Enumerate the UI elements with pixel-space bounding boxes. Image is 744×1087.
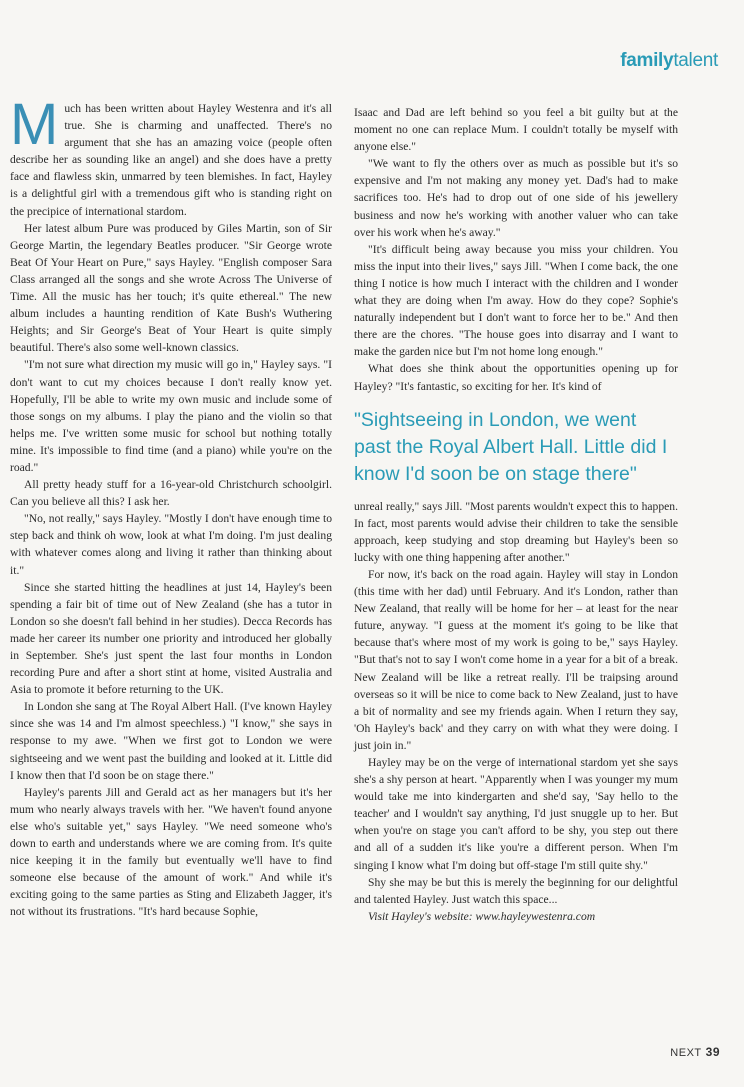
article-paragraph: "We want to fly the others over as much as possible but it's so expensive and I'm not making any money yet. Dad's had to make sacrifices too. He's had to drop out of one side of his jewellery business and now he's working with another valuer who can take over his work when he's away." [354,157,678,239]
page-footer [670,1045,720,1059]
article-paragraph: For now, it's back on the road again. Hayley will stay in London (this time with her dad) until February. And it's London, rather than New Zealand, that really will be home for her – at least for the near future, anyway. "I guess at the moment it's going to be like that because that's where most of my work is going to be," says Hayley. "But that's not to say I won't come home in a year for a bit of a break. New Zealand will be like a retreat really. I'll be traipsing around overseas so it will be nice to come back to New Zealand, just to have a bit of normality and see my friends again. When I return they say, 'Oh Hayley's back' and they carry on with what they were doing. I just join in." [354,567,678,752]
article-paragraph: unreal really," says Jill. "Most parents wouldn't expect this to happen. In fact, most parents would advise their children to take the sensible approach, keep studying and stop dreaming but Hayley's been so lucky with one thing happening after another." [354,499,678,564]
drop-cap: M [10,92,59,157]
section-tag [620,50,718,72]
article-column-right [354,104,678,925]
footer-label: NEXT [670,1047,702,1059]
article-column-left [10,92,332,921]
article-paragraph: Shy she may be but this is merely the beginning for our delightful and talented Hayley. Just watch this space... [354,875,678,906]
page-number: 39 [705,1045,720,1059]
article-paragraph: Much has been written about Hayley Westenra and it's all true. She is charming and unaffected. There's no argument that she has an amazing voice (people often describe her as sounding like an angel) and she does have a pretty face and flawless skin, unmarred by teen blemishes. In fact, Hayley is a delightful girl with a tremendous gift who is standing right on the precipice of international stardom. [10,92,332,218]
article-paragraph: "It's difficult being away because you miss your children. You miss the input into their lives," says Jill. "When I come back, the one thing I notice is how much I interact with the children and I wonder what they are doing when I'm away. How do they cope? Sophie's naturally independent but I don't want to force her to be." And then there are the chores. "The house goes into disarray and I want to make the garden nice but I'm not home long enough." [354,242,678,359]
article-paragraph: Hayley may be on the verge of international stardom yet she says she's a shy person at heart. "Apparently when I was younger my mum would take me into kindergarten and she'd say, 'Say hello to the teacher' and I wouldn't say anything, I'd just snuggle up to her. But when you're on stage you can't afford to be shy, you step out there and all of a sudden it's like you're a different person. When I'm singing I know what I'm doing but off-stage I'm still quite shy." [354,756,678,872]
article-paragraph: All pretty heady stuff for a 16-year-old Christchurch schoolgirl. Can you believe all this? I ask her. [10,478,332,509]
section-tag-part1: family [620,50,674,71]
article-paragraph: "No, not really," says Hayley. "Mostly I don't have enough time to step back and think oh wow, look at what I'm doing. I'm just dealing with whatever comes along and living it rather than thinking about it." [10,512,332,577]
article-paragraph: Isaac and Dad are left behind so you feel a bit guilty but at the moment no one can replace Mum. I couldn't totally be myself with anyone else." [354,106,678,154]
article-paragraph: Since she started hitting the headlines at just 14, Hayley's been spending a fair bit of time out of New Zealand (she has a tutor in London so she doesn't fall behind in her studies). Decca Records has made her career its number one priority and introduced her globally in September. She's just spent the last four months in London recording Pure and after a short stint at home, visited Australia and Asia to promote it before returning to the UK. [10,580,332,697]
pull-quote: "Sightseeing in London, we went past the Royal Albert Hall. Little did I know I'd soon be on stage there" [354,408,668,485]
website-note: Visit Hayley's website: www.hayleywestenra.com [368,909,596,923]
article-paragraph: Her latest album Pure was produced by Giles Martin, son of Sir George Martin, the legendary Beatles producer. "Sir George wrote Beat Of Your Heart on Pure," says Hayley. "English composer Sara Class arranged all the songs and she wrote Across The Universe of Time. All the music has her touch; it's quite ethereal." The new album includes a haunting rendition of Kate Bush's Wuthering Heights; and Sir George's Beat of Your Heart is quite simply beautiful. There's also some well-known classics. [10,221,332,355]
article-paragraph: In London she sang at The Royal Albert Hall. (I've known Hayley since she was 14 and I'm almost speechless.) "I know," she says in response to my awe. "When we first got to London we were sightseeing and we went past the building and looked at it. Little did I know then that I'd soon be on stage there." [10,700,332,782]
article-paragraph: "I'm not sure what direction my music will go in," Hayley says. "I don't want to cut my choices because I don't really know yet. Hopefully, I'll be able to write my own music and include some of those songs on my albums. I play the piano and the violin so that helps me. I've written some music for school but nothing totally mine. It's impossible to find time (and a piano) while you're on the road." [10,358,332,474]
article-paragraph: What does she think about the opportunities opening up for Hayley? "It's fantastic, so exciting for her. It's kind of [354,362,678,393]
section-tag-part2: talent [673,50,718,71]
article-paragraph: Hayley's parents Jill and Gerald act as her managers but it's her mum who nearly always travels with her. "We haven't found anyone else who's suitable yet," says Hayley. "We need someone who's down to earth and understands where we are coming from. It's quite nice keeping it in the family but eventually we'll have to find someone else because of the amount of work." And while it's exciting going to the same parties as Sting and Elizabeth Jagger, it's not without its frustrations. "It's hard because Sophie, [10,785,332,919]
